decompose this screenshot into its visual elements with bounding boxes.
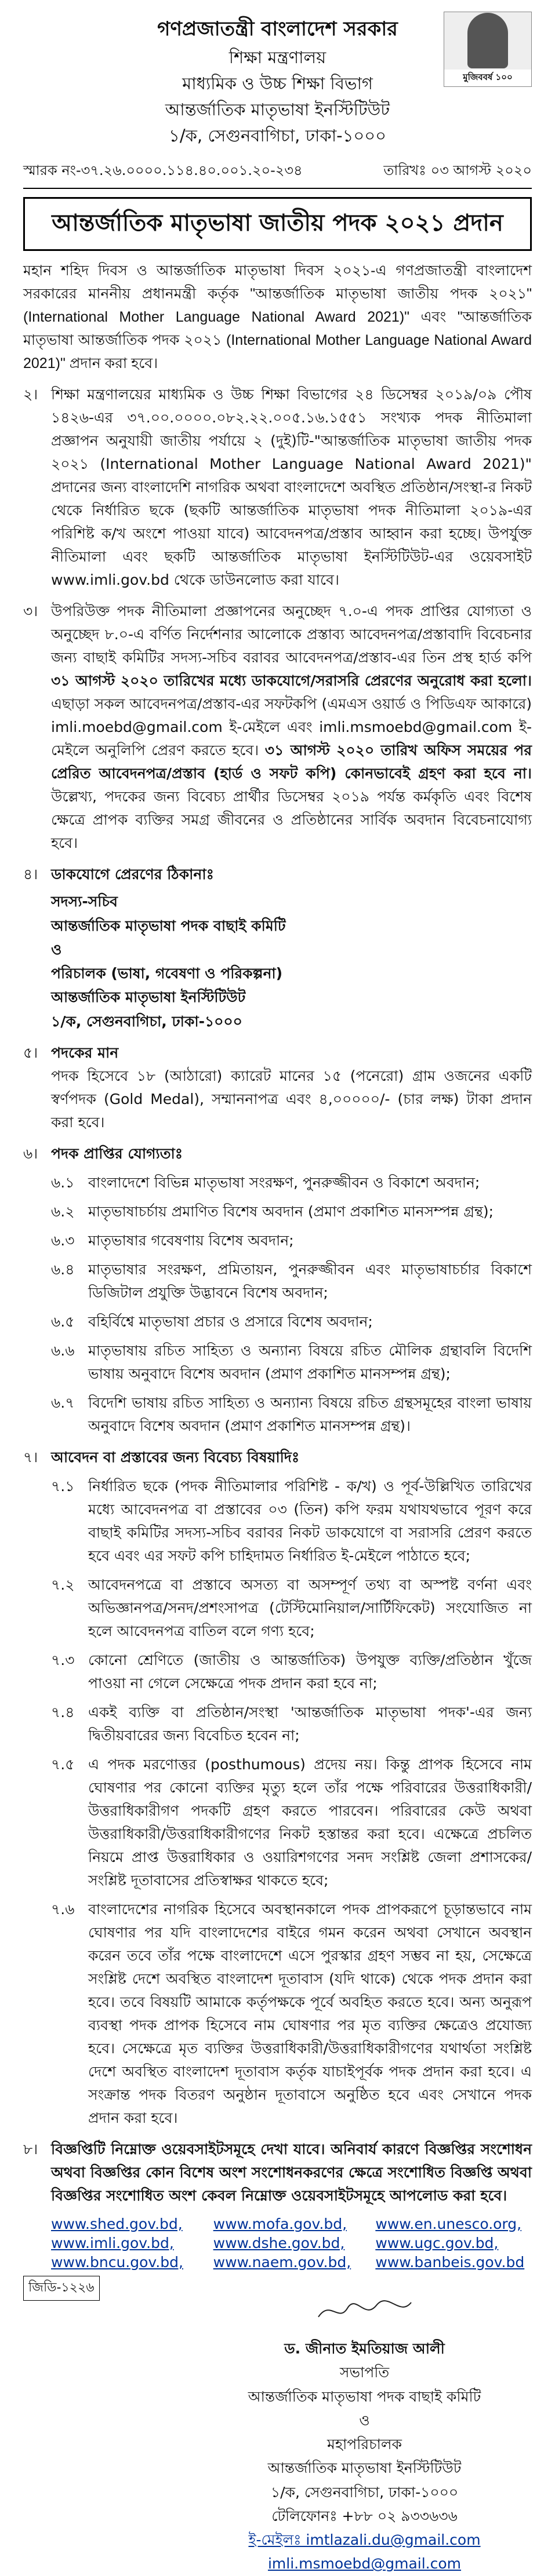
item-text: এ পদক মরণোত্তর (posthumous) প্রদেয় নয়। কিন্তু প্রাপক হিসেবে নাম ঘোষণার পর কোনো ব্যক্তির মৃত্যু হলে তাঁর পক্ষে পরিবারের উত্তরাধিকারী/উত্তরাধিকারীগণ পদকটি গ্রহণ করতে পারবেন। পরিবারের কেউ অথবা উত্তরাধিকারী/উত্তরাধিকারীগণের নিকট হস্তান্তর করা হবে। এক্ষেত্রে প্রচলিত নিয়মে প্রাপ্ত উত্তরাধিকার ও ওয়ারিশগণের সনদ সংশ্লিষ্ট জেলা প্রশাসকের/সংশ্লিষ্ট দূতাবাসের প্রতিস্বাক্ষর থাকতে হবে;: [88, 1755, 532, 1889]
item-number: ৭.৫: [51, 1755, 75, 1773]
website-link[interactable]: www.dshe.gov.bd,: [213, 2234, 345, 2251]
signature-mark: [313, 2294, 417, 2326]
section-2: [23, 383, 532, 592]
institute-name: আন্তর্জাতিক মাতৃভাষা ইনস্টিটিউট: [165, 99, 390, 119]
list-item: [51, 1229, 532, 1252]
website-link[interactable]: www.ugc.gov.bd,: [375, 2234, 499, 2251]
signatory-role: আন্তর্জাতিক মাতৃভাষা পদক বাছাই কমিটি: [248, 2388, 481, 2405]
section-number: ৬।: [23, 1145, 38, 1162]
memo-date: তারিখঃ ০৩ আগস্ট ২০২০: [383, 162, 532, 179]
item-number: ৬.১: [51, 1174, 75, 1191]
considerations-heading: আবেদন বা প্রস্তাবের জন্য বিবেচ্য বিষয়াদিঃ: [51, 1448, 300, 1466]
logo-text: মুজিববর্ষ ১০০: [444, 70, 531, 86]
list-item: [51, 1391, 532, 1438]
section-number: ৩।: [23, 603, 38, 620]
award-value-text: পদক হিসেবে ১৮ (আঠারো) ক্যারেট মানের ১৫ (পনেরো) গ্রাম ওজনের একটি স্বর্ণপদক (Gold Medal), সম্মাননাপত্র এবং ৪,০০০০০/- (চার লক্ষ) টাকা প্রদান করা হবে।: [51, 1067, 532, 1131]
list-item: [51, 1171, 532, 1194]
item-text: মাতৃভাষাচর্চায় প্রমাণিত বিশেষ অবদান (প্রমাণ প্রকাশিত মানসম্পন্ন গ্রন্থ);: [88, 1203, 494, 1220]
list-item: [51, 1339, 532, 1386]
address-line: ও: [51, 941, 62, 958]
section-8: [23, 2138, 532, 2207]
considerations-body: [51, 1446, 532, 2130]
item-number: ৭.৩: [51, 1651, 75, 1668]
mailing-heading: ডাকযোগে প্রেরণের ঠিকানাঃ: [51, 866, 214, 883]
page-title: আন্তর্জাতিক মাতৃভাষা জাতীয় পদক ২০২১ প্রদান: [23, 197, 532, 251]
item-number: ৬.৫: [51, 1313, 75, 1330]
item-text: কোনো শ্রেণিতে (জাতীয় ও আন্তর্জাতিক) উপযুক্ত ব্যক্তি/প্রতিষ্ঠান খুঁজে পাওয়া না গেলে সেক্ষেত্রে পদক প্রদান করা হবে না;: [88, 1651, 532, 1692]
item-number: ৭.২: [51, 1576, 75, 1593]
section-4: [23, 863, 532, 1033]
list-item: [51, 1200, 532, 1223]
item-text: নির্ধারিত ছকে (পদক নীতিমালার পরিশিষ্ট - ক/খ) ও পূর্ব-উল্লিখিত তারিখের মধ্যে আবেদনপত্র বা প্রস্তাবের ০৩ (তিন) কপি ফরম যথাযথভাবে পূরণ করে বাছাই কমিটির সদস্য-সচিব বরাবর নিকট ডাকযোগে বা সরাসরি প্রেরণ করতে হবে এবং এর সফট কপি চাহিদামত নির্ধারিত ই-মেইলে পাঠাতে হবে;: [88, 1477, 532, 1564]
item-text: বাংলাদেশে বিভিন্ন মাতৃভাষা সংরক্ষণ, পুনরুজ্জীবন ও বিকাশে অবদান;: [88, 1174, 480, 1191]
item-text: মাতৃভাষার সংরক্ষণ, প্রমিতায়ন, পুনরুজ্জীবন এবং মাতৃভাষাচর্চার বিকাশে ডিজিটাল প্রযুক্তি উদ্ভাবনে বিশেষ অবদান;: [88, 1260, 532, 1301]
section-body: [51, 600, 532, 855]
item-number: ৬.২: [51, 1203, 75, 1220]
signature-block: [23, 2294, 532, 2576]
section-5: [23, 1041, 532, 1134]
list-item: [51, 1475, 532, 1568]
section-text: বিজ্ঞপ্তিটি নিম্নোক্ত ওয়েবসাইটসমূহে দেখা যাবে। অনিবার্য কারণে বিজ্ঞপ্তির সংশোধন অথবা বিজ্ঞপ্তির কোন বিশেষ অংশ সংশোধনকরণের ক্ষেত্রে সংশোধিত বিজ্ঞপ্তি অথবা বিজ্ঞপ্তির সংশোধিত অংশ কেবল নিম্নোক্ত ওয়েবসাইটসমূহে আপলোড করা হবে।: [51, 2140, 532, 2204]
website-link[interactable]: www.bncu.gov.bd,: [51, 2253, 183, 2271]
item-number: ৭.৬: [51, 1900, 75, 1918]
website-link[interactable]: www.naem.gov.bd,: [213, 2253, 351, 2271]
website-link[interactable]: www.banbeis.gov.bd: [375, 2253, 525, 2271]
late-submission-notice: ৩১ আগস্ট ২০২০ তারিখ অফিস সময়ের পর প্রেরিত আবেদনপত্র/প্রস্তাব (হার্ড ও সফট কপি) কোনভাবেই গ্রহণ করা হবে না।: [51, 742, 532, 782]
signatory-role: মহাপরিচালক: [327, 2436, 402, 2453]
eligibility-heading: পদক প্রাপ্তির যোগ্যতাঃ: [51, 1145, 183, 1162]
section-6: [23, 1142, 532, 1438]
softcopy-text: এছাড়া সকল আবেদনপত্র/প্রস্তাব-এর সফটকপি (এমএস ওয়ার্ড ও পিডিএফ আকারে) imli.moebd@gmail.com ই-মেইলে এবং imli.msmoebd@gmail.com ই-মেইলে অনুলিপি প্রেরণ করতে হবে।: [51, 695, 532, 759]
website-link[interactable]: www.imli.gov.bd,: [51, 2234, 174, 2251]
section-7: [23, 1446, 532, 2130]
signatory-name: ড. জীনাত ইমতিয়াজ আলী: [284, 2340, 445, 2358]
signatory-email-alt[interactable]: imli.msmoebd@gmail.com: [267, 2555, 462, 2573]
mujib-borsho-logo: [444, 12, 532, 87]
intro-paragraph: মহান শহিদ দিবস ও আন্তর্জাতিক মাতৃভাষা দিবস ২০২১-এ গণপ্রজাতন্ত্রী বাংলাদেশ সরকারের মাননীয় প্রধানমন্ত্রী কর্তৃক "আন্তর্জাতিক মাতৃভাষা জাতীয় পদক ২০২১" (International Mother Language National Award 2021)" এবং "আন্তর্জাতিক মাতৃভাষা আন্তর্জাতিক পদক ২০২১ (International Mother Language National Award 2021)" প্রদান করা হবে।: [23, 263, 532, 372]
deadline-text: ৩১ আগস্ট ২০২০ তারিখের মধ্যে ডাকযোগে/সরাসরি প্রেরণের অনুরোধ করা হলো।: [51, 672, 532, 690]
signatory-phone: টেলিফোনঃ +৮৮ ০২ ৯৩৩৬৩৬: [271, 2507, 458, 2524]
address-line: আন্তর্জাতিক মাতৃভাষা ইনস্টিটিউট: [51, 989, 246, 1006]
portrait-icon: [467, 13, 508, 68]
section-number: ২।: [23, 386, 38, 403]
website-links: [51, 2216, 532, 2271]
signatory-role: সভাপতি: [339, 2364, 390, 2381]
list-item: [51, 1753, 532, 1892]
list-item: [51, 1258, 532, 1305]
section-number: ৫।: [23, 1044, 38, 1061]
address-line: সদস্য-সচিব: [51, 893, 118, 910]
section-text-end: উল্লেখ্য, পদকের জন্য বিবেচ্য প্রার্থীর ডিসেম্বর ২০১৯ পর্যন্ত কর্মকৃতি এবং বিশেষ ক্ষেত্রে প্রাপক ব্যক্তির সমগ্র জীবনের ও প্রতিষ্ঠানের সার্বিক অবদান বিবেচনাযোগ্য হবে।: [51, 788, 532, 852]
government-name: গণপ্রজাতন্ত্রী বাংলাদেশ সরকার: [157, 17, 398, 41]
item-number: ৭.৪: [51, 1703, 75, 1721]
list-item: [51, 1701, 532, 1747]
list-item: [51, 1573, 532, 1643]
item-number: ৬.৬: [51, 1342, 75, 1359]
item-text: বিদেশি ভাষায় রচিত সাহিত্য ও অন্যান্য বিষয়ে রচিত গ্রন্থসমূহের বাংলা ভাষায় অনুবাদে বিশেষ অবদান (প্রমাণ প্রকাশিত মানসম্পন্ন গ্রন্থ)।: [88, 1394, 532, 1434]
website-link[interactable]: www.en.unesco.org,: [375, 2215, 522, 2232]
section-number: ৪।: [23, 866, 38, 883]
mailing-body: [51, 863, 532, 1033]
signatory-address: ১/ক, সেগুনবাগিচা, ঢাকা-১০০০: [270, 2483, 459, 2501]
address-line: আন্তর্জাতিক মাতৃভাষা পদক বাছাই কমিটি: [51, 917, 286, 934]
list-item: [51, 1649, 532, 1695]
section-number: ৮।: [23, 2140, 38, 2158]
award-value-body: [51, 1041, 532, 1134]
division-name: মাধ্যমিক ও উচ্চ শিক্ষা বিভাগ: [182, 73, 373, 93]
signatory-email[interactable]: ই-মেইলঃ imtlazali.du@gmail.com: [248, 2531, 481, 2549]
gd-code: জিডি-১২২৬: [23, 2276, 100, 2301]
institute-address: ১/ক, সেগুনবাগিচা, ঢাকা-১০০০: [169, 125, 386, 145]
website-link[interactable]: www.mofa.gov.bd,: [213, 2215, 347, 2232]
list-item: [51, 1898, 532, 2130]
section-3: [23, 600, 532, 855]
memo-number: স্মারক নং-৩৭.২৬.০০০০.১১৪.৪০.০০১.২০-২৩৪: [23, 162, 303, 179]
address-line: পরিচালক (ভাষা, গবেষণা ও পরিকল্পনা): [51, 965, 283, 982]
item-text: বহির্বিশ্বে মাতৃভাষা প্রচার ও প্রসারে বিশেষ অবদান;: [88, 1313, 373, 1330]
item-number: ৬.৩: [51, 1231, 75, 1249]
mailing-address: [51, 890, 532, 1033]
item-text: মাতৃভাষার গবেষণায় বিশেষ অবদান;: [88, 1231, 294, 1249]
signatory-role: ও: [359, 2411, 370, 2429]
signatory-role: আন্তর্জাতিক মাতৃভাষা ইনস্টিটিউট: [267, 2460, 462, 2477]
ministry-name: শিক্ষা মন্ত্রণালয়: [228, 47, 327, 67]
section-text: উপরিউক্ত পদক নীতিমালা প্রজ্ঞাপনের অনুচ্ছেদ ৭.০-এ পদক প্রাপ্তির যোগ্যতা ও অনুচ্ছেদ ৮.০-এ বর্ণিত নির্দেশনার আলোকে প্রস্তাব্য আবেদনপত্র/প্রস্তাবাদি বিবেচনার জন্য বাছাই কমিটির সদস্য-সচিব বরাবর আবেদনপত্র/প্রস্তাব-এর তিন প্রস্থ হার্ড কপি: [51, 603, 532, 666]
item-text: বাংলাদেশের নাগরিক হিসেবে অবস্থানকালে পদক প্রাপকরূপে চূড়ান্তভাবে নাম ঘোষণার পর যদি বাংলাদেশের বাইরে গমন করেন অথবা সেখানে অবস্থান করেন তবে তাঁর পক্ষে বাংলাদেশে এসে পুরস্কার গ্রহণ সম্ভব না হয়, সেক্ষেত্রে সংশ্লিষ্ট দেশে অবস্থিত বাংলাদেশ দূতাবাস (যদি থাকে) থেকে পদক প্রদান করা হবে। তবে বিষয়টি আমাকে কর্তৃপক্ষকে পূর্বে অবহিত করতে হবে। অন্য অনুরূপ ব্যবস্থা পদক প্রাপক হিসেবে নাম ঘোষণার পর মৃত ব্যক্তির ক্ষেত্রেও প্রযোজ্য হবে। সেক্ষেত্রে মৃত ব্যক্তির উত্তরাধিকারী/উত্তরাধিকারীগণের যথার্থতা সংশ্লিষ্ট দেশে অবস্থিত বাংলাদেশ দূতাবাস কর্তৃক যাচাইপূর্বক পদক প্রদান করা হবে। এ সংক্রান্ত পদক বিতরণ অনুষ্ঠান দূতাবাসে অনুষ্ঠিত হবে এবং সেখানে পদক প্রদান করা হবে।: [88, 1900, 532, 2126]
website-link[interactable]: www.shed.gov.bd,: [51, 2215, 183, 2232]
eligibility-body: [51, 1142, 532, 1438]
section-number: ৭।: [23, 1448, 38, 1466]
item-text: একই ব্যক্তি বা প্রতিষ্ঠান/সংস্থা 'আন্তর্জাতিক মাতৃভাষা পদক'-এর জন্য দ্বিতীয়বারের জন্য বিবেচিত হবেন না;: [88, 1703, 532, 1744]
award-value-heading: পদকের মান: [51, 1044, 119, 1061]
list-item: [51, 1310, 532, 1333]
item-number: ৬.৪: [51, 1260, 75, 1278]
item-text: মাতৃভাষায় রচিত সাহিত্য ও অন্যান্য বিষয়ে রচিত মৌলিক গ্রন্থাবলি বিদেশি ভাষায় অনুবাদে বিশেষ অবদান (প্রমাণ প্রকাশিত মানসম্পন্ন গ্রন্থ);: [88, 1342, 532, 1382]
item-text: আবেদনপত্রে বা প্রস্তাবে অসত্য বা অসম্পূর্ণ তথ্য বা অস্পষ্ট বর্ণনা এবং অভিজ্ঞানপত্র/সনদ/প্রশংসাপত্র (টেস্টিমোনিয়াল/সার্টিফিকেট) সংযোজিত না হলে আবেদনপত্র বাতিল বলে গণ্য হবে;: [88, 1576, 532, 1639]
item-number: ৭.১: [51, 1477, 75, 1495]
item-number: ৬.৭: [51, 1394, 75, 1411]
section-text: শিক্ষা মন্ত্রণালয়ের মাধ্যমিক ও উচ্চ শিক্ষা বিভাগের ২৪ ডিসেম্বর ২০১৯/০৯ পৌষ ১৪২৬-এর ৩৭.০০.০০০০.০৮২.২২.০০৫.১৬.১৫৫১ সংখ্যক পদক নীতিমালা প্রজ্ঞাপন অনুযায়ী জাতীয় পর্যায়ে ২ (দুই)টি-"আন্তর্জাতিক মাতৃভাষা জাতীয় পদক ২০২১ (International Mother Language National Award 2021)" প্রদানের জন্য বাংলাদেশি নাগরিক অথবা বাংলাদেশে অবস্থিত প্রতিষ্ঠান/সংস্থা-র নিকট থেকে নির্ধারিত ছকে (ছকটি আন্তর্জাতিক মাতৃভাষা পদক নীতিমালা ২০১৯-এর পরিশিষ্ট ক/খ অংশে পাওয়া যাবে) আবেদনপত্র/প্রস্তাব আহ্বান করা হচ্ছে। উপর্যুক্ত নীতিমালা এবং ছকটি আন্তর্জাতিক মাতৃভাষা ইনস্টিটিউট-এর ওয়েবসাইট www.imli.gov.bd থেকে ডাউনলোড করা যাবে।: [51, 386, 532, 589]
address-line: ১/ক, সেগুনবাগিচা, ঢাকা-১০০০: [51, 1012, 242, 1030]
reference-row: [23, 160, 532, 189]
